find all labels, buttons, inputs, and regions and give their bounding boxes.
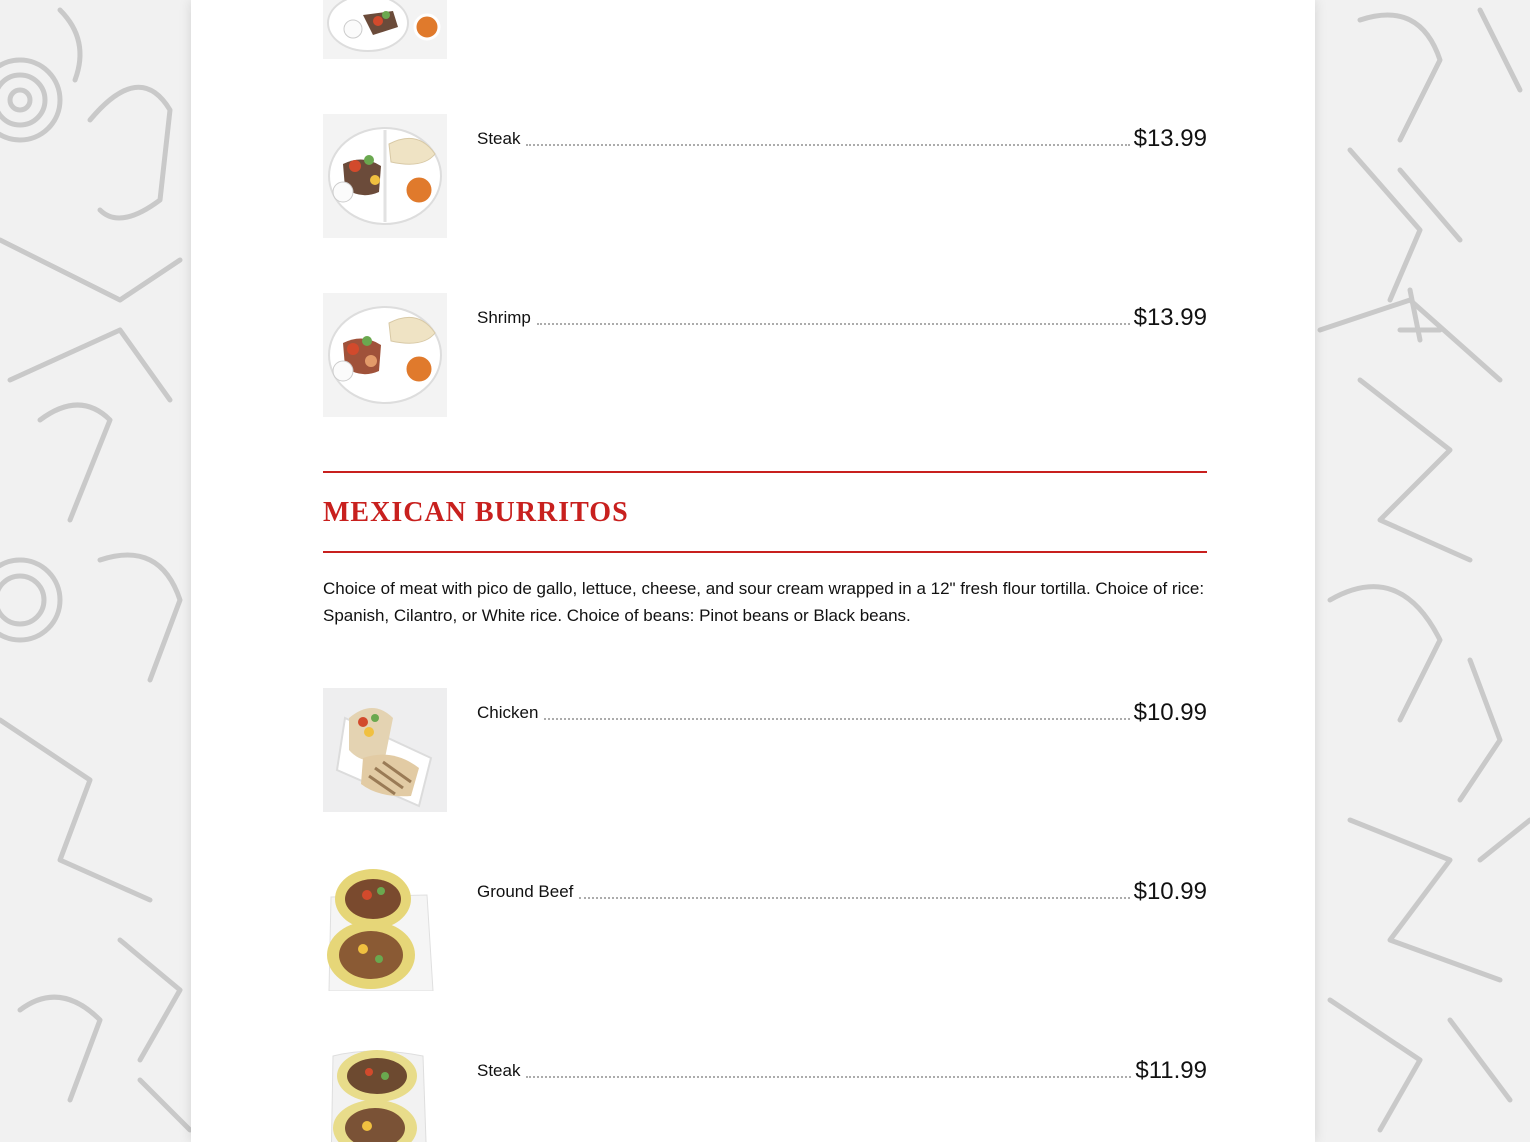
fajita-plate-photo[interactable] (323, 114, 447, 238)
dotted-leader (537, 322, 1130, 325)
dotted-leader (526, 143, 1129, 146)
menu-item-name: Chicken (477, 703, 539, 722)
dotted-leader (579, 896, 1129, 899)
burrito-plate-photo[interactable] (323, 688, 447, 812)
section-title: MEXICAN BURRITOS (323, 497, 629, 528)
menu-item[interactable] (323, 114, 1207, 238)
fajita-plate-photo[interactable] (323, 293, 447, 417)
burrito-halves-photo[interactable] (323, 867, 447, 991)
menu-item-price: $10.99 (1133, 878, 1207, 905)
menu-item-row (477, 696, 1207, 728)
menu-item[interactable] (323, 688, 1207, 812)
dotted-leader (526, 1075, 1131, 1078)
menu-item-name: Ground Beef (477, 882, 574, 901)
menu-item-row (477, 1054, 1207, 1086)
section-divider-top (323, 471, 1207, 473)
menu-item-name: Steak (477, 129, 521, 148)
fajita-plate-photo[interactable] (323, 0, 447, 59)
menu-item-price: $13.99 (1133, 125, 1207, 152)
menu-item-price: $11.99 (1135, 1057, 1207, 1084)
menu-item-name: Shrimp (477, 308, 531, 327)
menu-item[interactable] (323, 1046, 1207, 1142)
section-description: Choice of meat with pico de gallo, lettuce, cheese, and sour cream wrapped in a 12" fresh flour tortilla. Choice of rice: Spanish, Cilantro, or White rice. Choice of beans: Pinot beans or Black beans. (323, 579, 1205, 625)
burrito-halves-photo[interactable] (323, 1046, 447, 1142)
menu-item-name: Steak (477, 1061, 521, 1080)
menu-item-row (477, 122, 1207, 154)
menu-item-price: $13.99 (1133, 304, 1207, 331)
menu-item-row (477, 875, 1207, 907)
menu-item[interactable] (323, 0, 1207, 59)
menu-item[interactable] (323, 293, 1207, 417)
menu-item-row (477, 301, 1207, 333)
menu-item-price: $10.99 (1133, 699, 1207, 726)
dotted-leader (544, 717, 1129, 720)
menu-item[interactable] (323, 867, 1207, 991)
menu-page (191, 0, 1315, 1142)
section-divider-bottom (323, 551, 1207, 553)
